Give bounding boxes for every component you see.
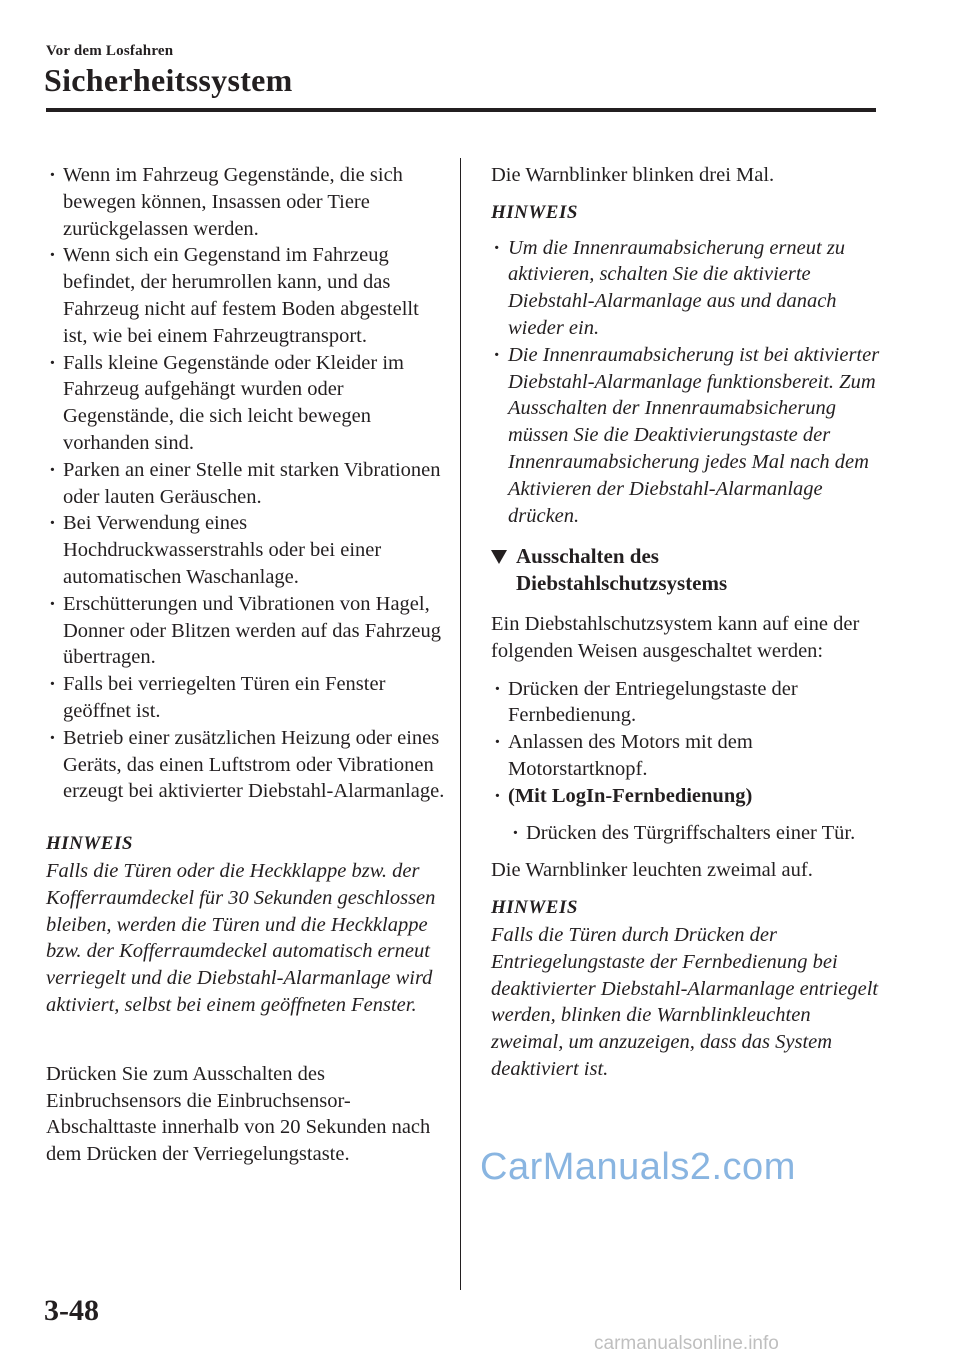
list-item: · Drücken der Entriegelungstaste der Fernbedienung.: [491, 676, 881, 730]
list-item: · Um die Innenraumabsicherung erneut zu aktivieren, schalten Sie die aktivierte Diebstahl-Alarmanlage aus und danach wieder ein.: [491, 235, 881, 342]
left-column: [46, 162, 446, 1168]
watermark-site: carmanualsonline.info: [594, 1333, 779, 1354]
header-rule: [46, 108, 876, 112]
right-column: [491, 162, 881, 1083]
list-item: · Die Innenraumabsicherung ist bei aktivierter Diebstahl-Alarmanlage funktionsbereit. Zum Ausschalten der Innenraumabsicherung müssen Sie die Deaktivierungstaste der Innenraumabsicherung jedes Mal nach dem Aktivieren der Diebstahl-Alarmanlage drücken.: [491, 342, 881, 530]
body-paragraph: Drücken Sie zum Ausschalten des Einbruchsensors die Einbruchsensor-Abschalttaste innerhalb von 20 Sekunden nach dem Drücken der Verriegelungstaste.: [46, 1062, 431, 1166]
list-item: · Anlassen des Motors mit dem Motorstartknopf.: [491, 729, 881, 783]
column-divider: [460, 158, 461, 1290]
section-heading: [491, 543, 881, 597]
section-intro: Ein Diebstahlschutzsystem kann auf eine der folgenden Weisen ausgeschaltet werden:: [491, 612, 860, 662]
intro-text: Die Warnblinker blinken drei Mal.: [491, 164, 775, 186]
page-number: 3-48: [44, 1294, 99, 1327]
note-label: HINWEIS: [46, 833, 133, 855]
method-list: [491, 676, 881, 810]
condition-list: [46, 162, 446, 805]
result-text: Die Warnblinker leuchten zweimal auf.: [491, 859, 813, 882]
list-item: · Erschütterungen und Vibrationen von Hagel, Donner oder Blitzen werden auf das Fahrzeug übertragen.: [46, 591, 446, 671]
list-item: · Wenn sich ein Gegenstand im Fahrzeug befindet, der herumrollen kann, und das Fahrzeug nicht auf festem Boden abgestellt ist, wie bei einem Fahrzeugtransport.: [46, 242, 446, 349]
note-list: [491, 235, 881, 530]
list-item: · Falls kleine Gegenstände oder Kleider im Fahrzeug aufgehängt wurden oder Gegenstände, die sich leicht bewegen vorhanden sind.: [46, 350, 446, 457]
triangle-down-icon: [491, 550, 507, 564]
watermark-logo: CarManuals2.com: [480, 1146, 796, 1188]
list-item: · (Mit LogIn-Fernbedienung): [491, 783, 881, 810]
list-item: · Wenn im Fahrzeug Gegenstände, die sich bewegen können, Insassen oder Tiere zurückgelassen werden.: [46, 162, 446, 242]
list-item: · Betrieb einer zusätzlichen Heizung oder eines Geräts, das einen Luftstrom oder Vibrationen erzeugt bei aktivierter Diebstahl-Alarmanlage.: [46, 725, 446, 805]
note-label: HINWEIS: [491, 897, 578, 919]
note-label: HINWEIS: [491, 201, 578, 223]
note-text: Falls die Türen durch Drücken der Entriegelungstaste der Fernbedienung bei deaktivierter Diebstahl-Alarmanlage entriegelt werden, blinken die Warnblinkleuchten zweimal, um anzuzeigen, dass das System deaktiviert ist.: [491, 923, 879, 1080]
list-item: · Bei Verwendung eines Hochdruckwasserstrahls oder bei einer automatischen Waschanlage.: [46, 510, 446, 590]
section-title-line1: Ausschalten des: [516, 544, 659, 569]
note-text: Falls die Türen oder die Heckklappe bzw. der Kofferraumdeckel für 30 Sekunden geschlossen bleiben, werden die Türen und die Heckklappe bzw. der Kofferraumdeckel automatisch erneut verriegelt und die Diebstahl-Alarmanlage wird aktiviert, selbst bei einem geöffneten Fenster.: [46, 859, 436, 1016]
page-title: Sicherheitssystem: [44, 62, 293, 98]
list-item: · Drücken des Türgriffschalters einer Tür.: [491, 820, 881, 847]
login-sub-list: [491, 820, 881, 847]
list-item: · Falls bei verriegelten Türen ein Fenster geöffnet ist.: [46, 671, 446, 725]
list-item: · Parken an einer Stelle mit starken Vibrationen oder lauten Geräuschen.: [46, 457, 446, 511]
section-title-line2: Diebstahlschutzsystems: [516, 571, 728, 596]
chapter-label: Vor dem Losfahren: [46, 43, 174, 59]
